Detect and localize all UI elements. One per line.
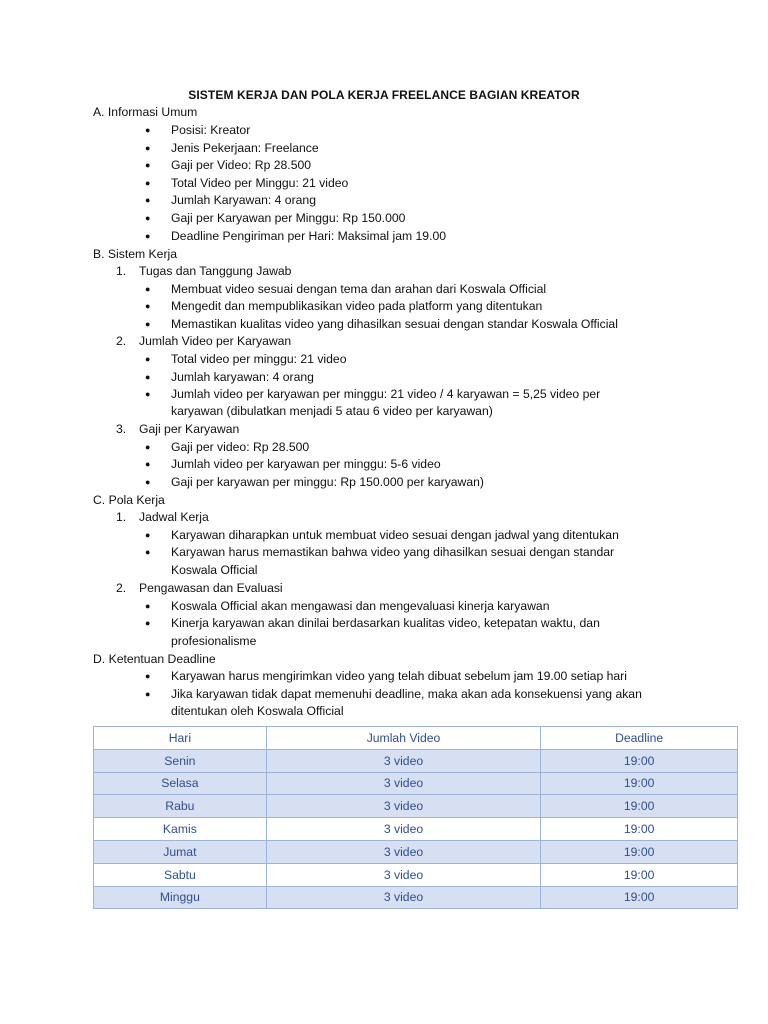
bullet-icon: ●: [145, 689, 151, 699]
list-item: Kinerja karyawan akan dinilai berdasarkan kualitas video, ketepatan waktu, dan: [171, 616, 600, 630]
table-cell: 3 video: [266, 795, 541, 818]
bullet-icon: ●: [145, 389, 151, 399]
list-number: 1.: [116, 510, 127, 524]
subsection-label: Pengawasan dan Evaluasi: [139, 581, 283, 595]
bullet-icon: ●: [145, 125, 151, 135]
table-row: [94, 795, 738, 818]
bullet-icon: ●: [145, 601, 151, 611]
list-number: 1.: [116, 264, 127, 278]
list-item: Koswala Official akan mengawasi dan mengevaluasi kinerja karyawan: [171, 599, 550, 613]
bullet-icon: ●: [145, 459, 151, 469]
list-item: Jika karyawan tidak dapat memenuhi deadline, maka akan ada konsekuensi yang akan: [171, 687, 642, 701]
table-cell: 3 video: [266, 818, 541, 841]
list-item: Jumlah video per karyawan per minggu: 5-6 video: [171, 457, 441, 471]
bullet-icon: ●: [145, 301, 151, 311]
table-cell: Rabu: [94, 795, 267, 818]
list-item: Karyawan diharapkan untuk membuat video sesuai dengan jadwal yang ditentukan: [171, 528, 619, 542]
bullet-icon: ●: [145, 671, 151, 681]
list-item: Jumlah karyawan: 4 orang: [171, 370, 314, 384]
table-header-row: [94, 727, 738, 750]
bullet-icon: ●: [145, 319, 151, 329]
list-item: Gaji per video: Rp 28.500: [171, 440, 310, 454]
bullet-icon: ●: [145, 213, 151, 223]
list-number: 2.: [116, 334, 127, 348]
bullet-icon: ●: [145, 195, 151, 205]
subsection-label: Tugas dan Tanggung Jawab: [139, 264, 292, 278]
subsection-label: Jumlah Video per Karyawan: [139, 334, 292, 348]
list-item-continuation: karyawan (dibulatkan menjadi 5 atau 6 video per karyawan): [171, 404, 493, 418]
list-item: Deadline Pengiriman per Hari: Maksimal jam 19.00: [171, 229, 447, 243]
table-header-cell: Hari: [94, 727, 267, 750]
document-title: SISTEM KERJA DAN POLA KERJA FREELANCE BAGIAN KREATOR: [188, 88, 580, 102]
table-cell: Sabtu: [94, 863, 267, 886]
table-header-cell: Jumlah Video: [266, 727, 541, 750]
list-item: Posisi: Kreator: [171, 123, 251, 137]
table-cell: 3 video: [266, 863, 541, 886]
subsection-label: Gaji per Karyawan: [139, 422, 240, 436]
table-cell: 3 video: [266, 886, 541, 909]
table-cell: Minggu: [94, 886, 267, 909]
list-item-continuation: ditentukan oleh Koswala Official: [171, 704, 344, 718]
table-cell: 19:00: [541, 818, 738, 841]
list-item: Gaji per karyawan per minggu: Rp 150.000 per karyawan): [171, 475, 484, 489]
list-number: 2.: [116, 581, 127, 595]
table-row: [94, 818, 738, 841]
table-cell: Jumat: [94, 840, 267, 863]
list-item: Karyawan harus memastikan bahwa video yang dihasilkan sesuai dengan standar: [171, 545, 615, 559]
section-c-heading: C. Pola Kerja: [93, 493, 165, 507]
list-item: Karyawan harus mengirimkan video yang telah dibuat sebelum jam 19.00 setiap hari: [171, 669, 627, 683]
list-item: Gaji per Karyawan per Minggu: Rp 150.000: [171, 211, 406, 225]
section-b-heading: B. Sistem Kerja: [93, 247, 177, 261]
table-cell: Kamis: [94, 818, 267, 841]
table-cell: 19:00: [541, 886, 738, 909]
table-cell: 19:00: [541, 795, 738, 818]
table-cell: Selasa: [94, 772, 267, 795]
table-cell: 3 video: [266, 840, 541, 863]
list-item-continuation: profesionalisme: [171, 634, 257, 648]
table-row: [94, 886, 738, 909]
list-item: Jenis Pekerjaan: Freelance: [171, 141, 319, 155]
bullet-icon: ●: [145, 530, 151, 540]
list-item: Mengedit dan mempublikasikan video pada platform yang ditentukan: [171, 299, 543, 313]
table-cell: 19:00: [541, 840, 738, 863]
bullet-icon: ●: [145, 442, 151, 452]
table-header-cell: Deadline: [541, 727, 738, 750]
list-item: Membuat video sesuai dengan tema dan arahan dari Koswala Official: [171, 282, 547, 296]
bullet-icon: ●: [145, 618, 151, 628]
table-cell: 19:00: [541, 863, 738, 886]
table-cell: 19:00: [541, 749, 738, 772]
table-row: [94, 749, 738, 772]
bullet-icon: ●: [145, 372, 151, 382]
list-item: Jumlah Karyawan: 4 orang: [171, 193, 316, 207]
table-cell: 19:00: [541, 772, 738, 795]
bullet-icon: ●: [145, 160, 151, 170]
list-number: 3.: [116, 422, 127, 436]
subsection-label: Jadwal Kerja: [139, 510, 209, 524]
bullet-icon: ●: [145, 354, 151, 364]
list-item: Memastikan kualitas video yang dihasilkan sesuai dengan standar Koswala Official: [171, 317, 618, 331]
list-item: Total video per minggu: 21 video: [171, 352, 347, 366]
bullet-icon: ●: [145, 178, 151, 188]
bullet-icon: ●: [145, 547, 151, 557]
list-item: Jumlah video per karyawan per minggu: 21 video / 4 karyawan = 5,25 video per: [171, 387, 601, 401]
list-item-continuation: Koswala Official: [171, 563, 258, 577]
table-row: [94, 772, 738, 795]
table-row: [94, 840, 738, 863]
table-cell: 3 video: [266, 749, 541, 772]
table-cell: 3 video: [266, 772, 541, 795]
bullet-icon: ●: [145, 284, 151, 294]
bullet-icon: ●: [145, 231, 151, 241]
table-cell: Senin: [94, 749, 267, 772]
list-item: Total Video per Minggu: 21 video: [171, 176, 349, 190]
schedule-table: [93, 726, 738, 909]
table-row: [94, 863, 738, 886]
bullet-icon: ●: [145, 477, 151, 487]
section-a-heading: A. Informasi Umum: [93, 105, 198, 119]
list-item: Gaji per Video: Rp 28.500: [171, 158, 312, 172]
bullet-icon: ●: [145, 143, 151, 153]
section-d-heading: D. Ketentuan Deadline: [93, 652, 216, 666]
